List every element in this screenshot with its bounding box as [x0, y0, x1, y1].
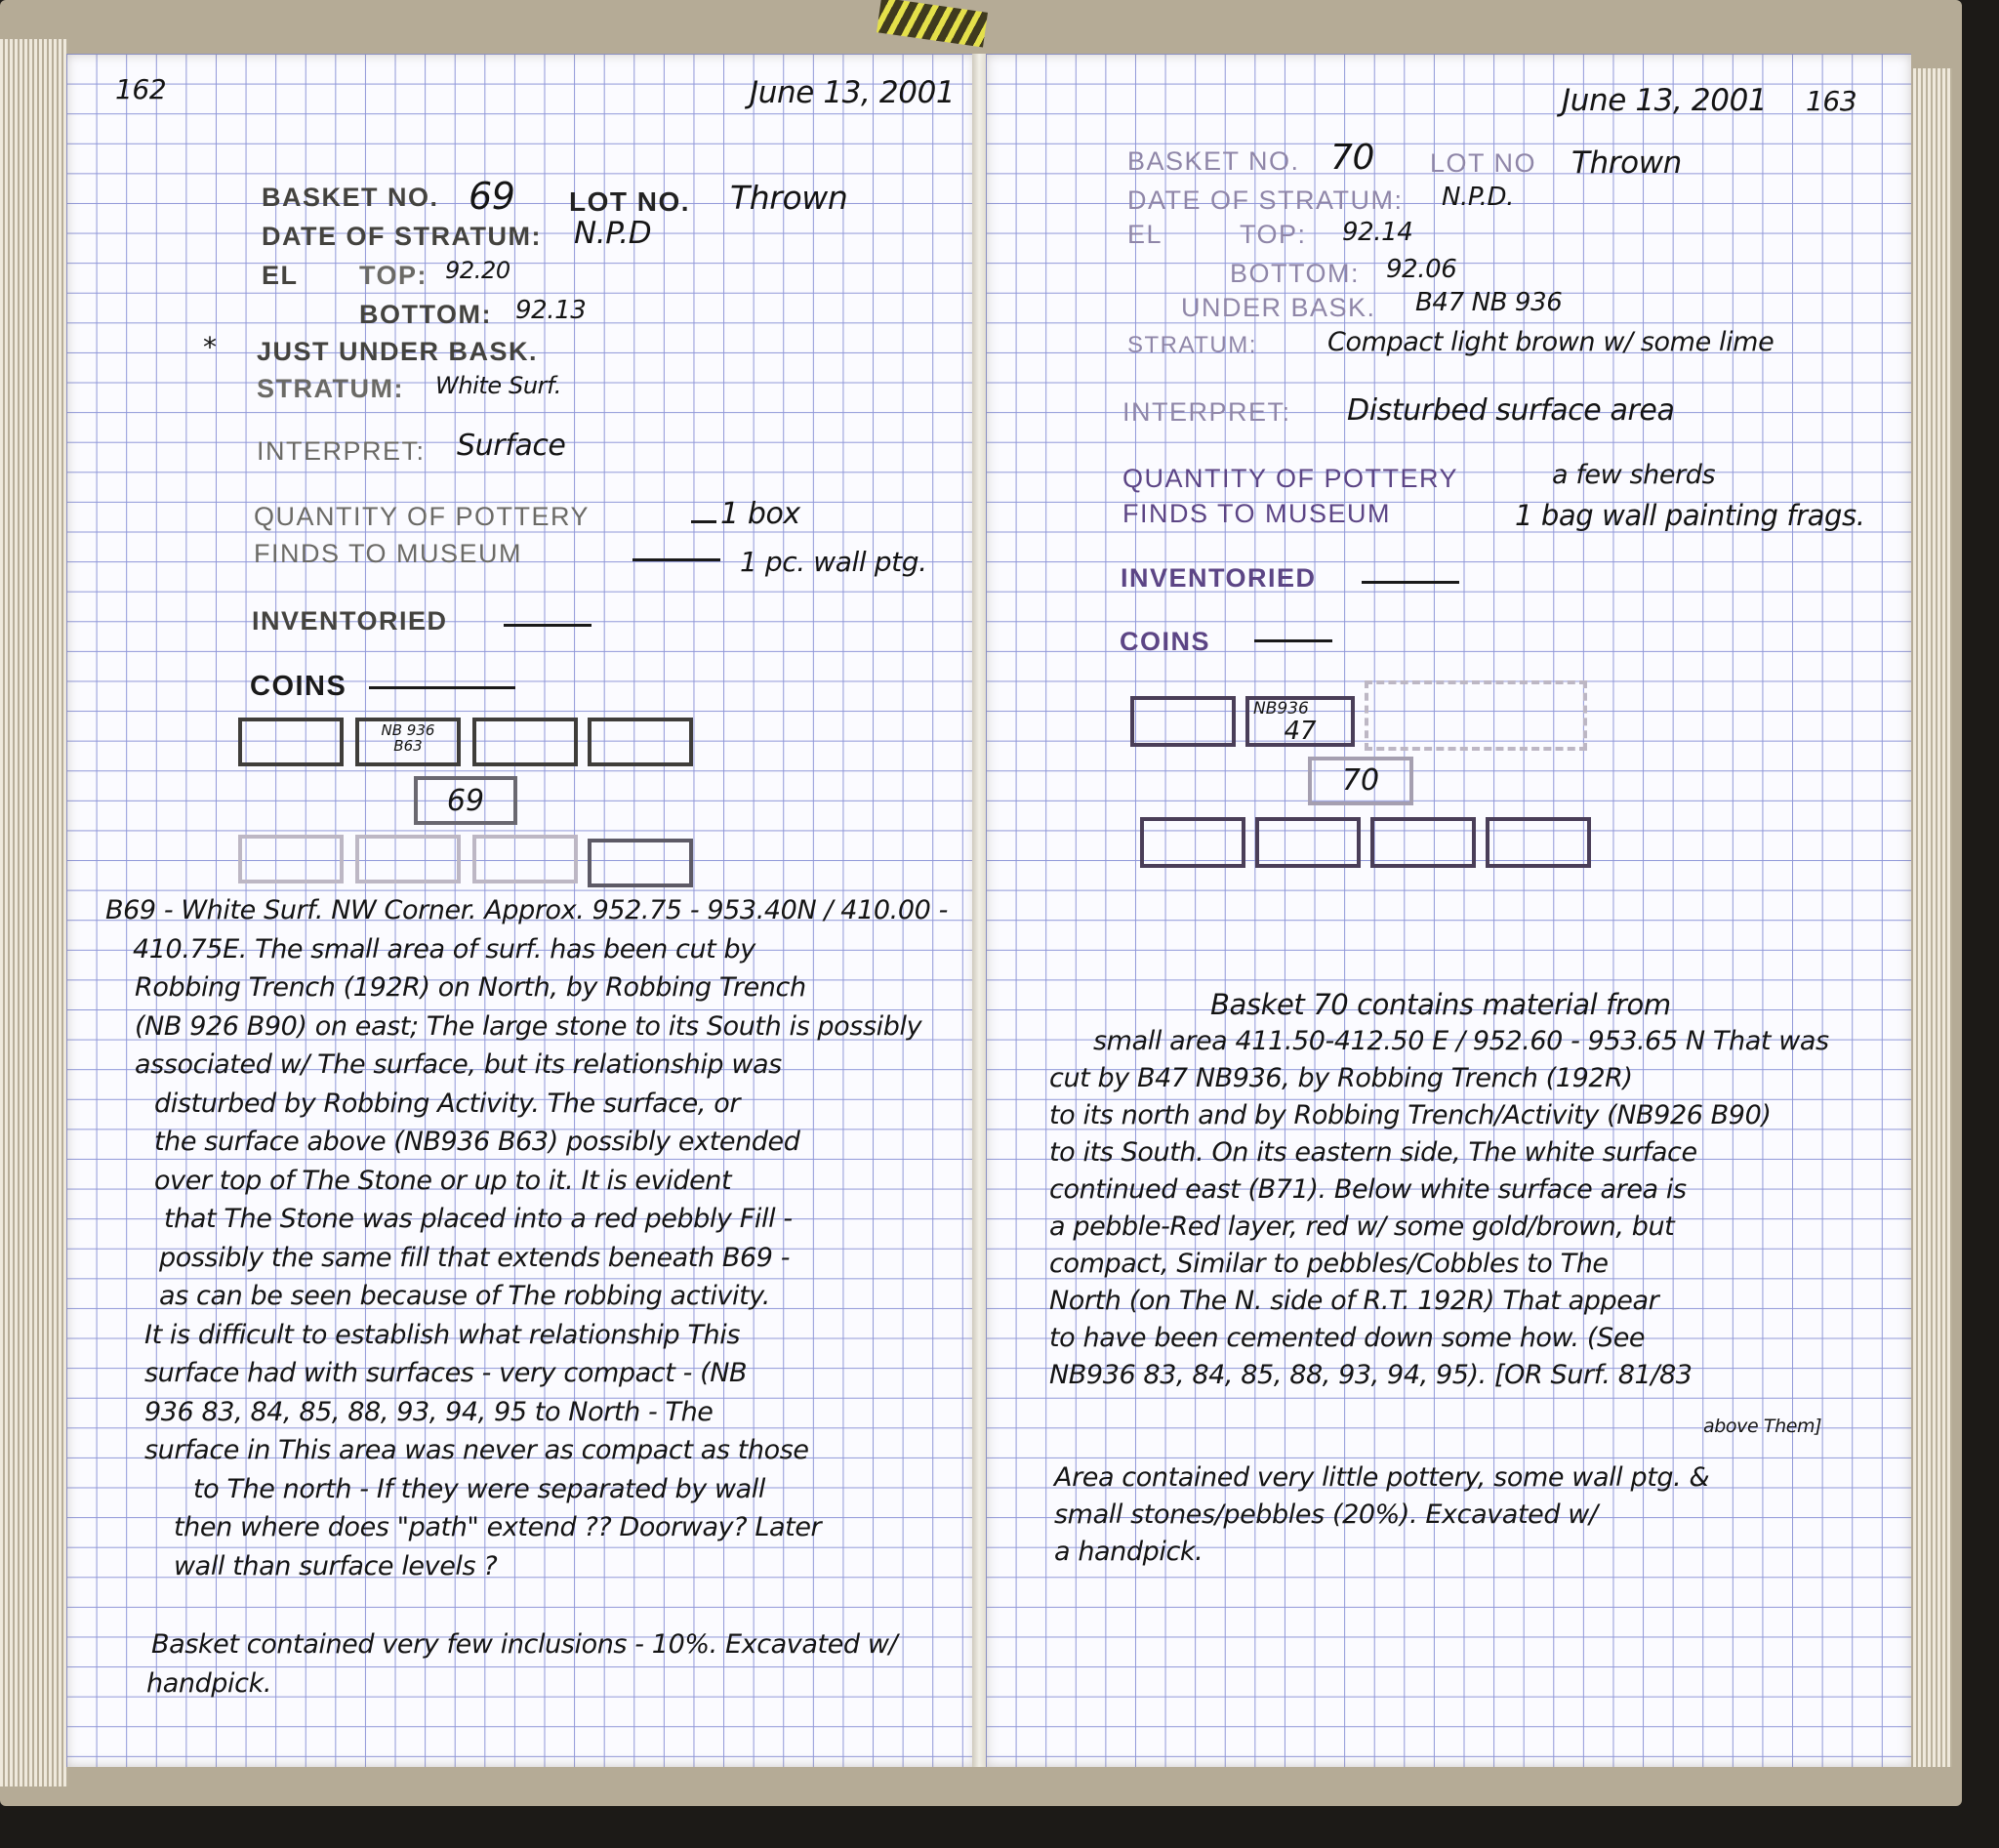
finds-dash — [632, 558, 720, 561]
star-mark: * — [203, 331, 217, 363]
note-line: small stones/pebbles (20%). Excavated w/ — [1054, 1499, 1598, 1530]
date-stratum-value: N.P.D — [574, 216, 652, 251]
note-line: over top of The Stone or up to it. It is evident — [154, 1165, 732, 1196]
note-line: cut by B47 NB936, by Robbing Trench (192R) — [1049, 1063, 1633, 1093]
pottery-dash — [691, 520, 716, 523]
bracket-note: above Them] — [1703, 1416, 1822, 1437]
locus-box-b: B63 — [393, 736, 423, 755]
locus-box — [588, 839, 693, 887]
note-line: to its South. On its eastern side, The white surface — [1049, 1137, 1697, 1168]
left-notes — [105, 891, 948, 1585]
page-edges-right — [1913, 68, 1952, 1767]
stratum-value: Compact light brown w/ some lime — [1327, 327, 1775, 357]
under-label: UNDER BASK. — [1181, 293, 1376, 322]
note-line: possibly the same fill that extends beneath B69 - — [159, 1242, 791, 1273]
finds-label: FINDS TO MUSEUM — [254, 539, 523, 568]
pottery-label: QUANTITY OF POTTERY — [1122, 464, 1459, 493]
coins-dash — [1254, 639, 1332, 642]
left-page — [66, 54, 976, 1767]
note-line: a handpick. — [1054, 1537, 1203, 1567]
date-stratum-label: DATE OF STRATUM: — [1127, 185, 1404, 215]
inventoried-label: INVENTORIED — [1121, 563, 1317, 593]
pottery-value: 1 box — [720, 497, 800, 531]
just-under-label: JUST UNDER BASK. — [257, 337, 539, 366]
note-line: North (on The N. side of R.T. 192R) That appear — [1049, 1286, 1659, 1316]
left-notes-2 — [146, 1625, 897, 1703]
top-value: 92.14 — [1342, 218, 1413, 247]
finds-label: FINDS TO MUSEUM — [1122, 499, 1392, 528]
lot-value: Thrown — [1571, 145, 1682, 181]
note-line: continued east (B71). Below white surface area is — [1049, 1174, 1687, 1205]
top-label: TOP: — [1240, 220, 1307, 249]
pottery-label: QUANTITY OF POTTERY — [254, 502, 591, 531]
note-line: Area contained very little pottery, some wall ptg. & — [1054, 1462, 1710, 1493]
right-notes-2 — [1054, 1459, 1709, 1571]
top-label: TOP: — [359, 261, 428, 290]
note-line: small area 411.50-412.50 E / 952.60 - 953.65 N That was — [1093, 1026, 1829, 1056]
locus-box-nb936 — [1245, 696, 1355, 747]
locus-center-box: 70 — [1308, 757, 1413, 805]
basket-label: BASKET NO. — [262, 183, 439, 212]
right-page-date: June 13, 2001 — [1562, 83, 1768, 118]
inventoried-dash — [1362, 581, 1459, 584]
note-line: compact, Similar to pebbles/Cobbles to The — [1049, 1249, 1609, 1279]
top-value: 92.20 — [445, 257, 510, 284]
basket-value: 69 — [469, 175, 515, 218]
finds-value: 1 pc. wall ptg. — [740, 546, 927, 578]
note-line: then where does "path" extend ?? Doorway? Later — [174, 1512, 822, 1542]
interpret-value: Disturbed surface area — [1347, 393, 1675, 428]
note-line: as can be seen because of The robbing activity. — [159, 1281, 770, 1311]
inventoried-dash — [504, 624, 592, 627]
basket-label: BASKET NO. — [1127, 146, 1300, 176]
lot-label: LOT NO — [1430, 148, 1537, 178]
locus-box — [1486, 817, 1591, 868]
locus-box — [1255, 817, 1361, 868]
coins-dash — [369, 686, 515, 689]
note-line: B69 - White Surf. NW Corner. Approx. 952.75 - 953.40N / 410.00 - — [105, 895, 948, 925]
stratum-value: White Surf. — [435, 372, 561, 399]
right-notes — [1025, 986, 1829, 1394]
stratum-label: STRATUM: — [257, 374, 404, 403]
interpret-value: Surface — [457, 429, 566, 463]
bottom-label: BOTTOM: — [1230, 259, 1361, 288]
locus-box-faint — [472, 835, 578, 883]
el-label: EL — [1127, 220, 1163, 249]
note-line: that The Stone was placed into a red pebbly Fill - — [164, 1204, 793, 1234]
left-page-date: June 13, 2001 — [750, 75, 956, 110]
bottom-label: BOTTOM: — [359, 300, 492, 329]
note-line: NB936 83, 84, 85, 88, 93, 94, 95). [OR Surf. 81/83 — [1049, 1360, 1693, 1390]
locus-box-nb: NB936 — [1253, 699, 1309, 719]
note-line: the surface above (NB936 B63) possibly extended — [154, 1127, 800, 1157]
el-label: EL — [262, 261, 299, 290]
finds-value: 1 bag wall painting frags. — [1515, 499, 1865, 532]
locus-box — [588, 718, 693, 766]
locus-box — [238, 718, 344, 766]
bottom-value: 92.13 — [515, 296, 587, 325]
note-line: Basket 70 contains material from — [1210, 988, 1671, 1021]
coins-label: COINS — [1120, 627, 1211, 656]
date-stratum-value: N.P.D. — [1442, 183, 1514, 212]
note-line: associated w/ The surface, but its relationship was — [135, 1049, 782, 1080]
inventoried-label: INVENTORIED — [252, 606, 448, 636]
bottom-value: 92.06 — [1386, 255, 1457, 284]
note-line: to its north and by Robbing Trench/Activity (NB926 B90) — [1049, 1100, 1772, 1130]
note-line: disturbed by Robbing Activity. The surface, or — [154, 1088, 741, 1119]
note-line: surface in This area was never as compact as those — [144, 1435, 809, 1465]
basket-value: 70 — [1330, 138, 1375, 178]
note-line: a pebble-Red layer, red w/ some gold/brown, but — [1049, 1211, 1675, 1242]
note-line: Basket contained very few inclusions - 10%. Excavated w/ — [151, 1629, 898, 1660]
interpret-label: INTERPRET: — [257, 436, 426, 466]
lot-value: Thrown — [730, 179, 848, 217]
right-page-number: 163 — [1806, 85, 1857, 117]
locus-center-box: 69 — [414, 776, 517, 825]
note-line: (NB 926 B90) on east; The large stone to its South is possibly — [135, 1010, 922, 1042]
locus-box-faint — [1365, 680, 1587, 751]
lot-label: LOT NO. — [569, 186, 691, 217]
locus-box-nb: NB 936 — [381, 721, 435, 739]
note-line: surface had with surfaces - very compact - (NB — [144, 1358, 748, 1388]
locus-box-faint — [355, 835, 461, 883]
coins-label: COINS — [250, 671, 347, 702]
note-line: 410.75E. The small area of surf. has been cut by — [133, 933, 755, 965]
note-line: to have been cemented down some how. (See — [1049, 1323, 1646, 1353]
stratum-label: STRATUM: — [1127, 332, 1257, 358]
note-line: to The north - If they were separated by wall — [193, 1473, 765, 1504]
right-page — [986, 54, 1911, 1767]
left-page-number: 162 — [115, 73, 167, 105]
interpret-label: INTERPRET: — [1122, 397, 1291, 427]
note-line: It is difficult to establish what relationship This — [144, 1319, 741, 1350]
locus-box — [472, 718, 578, 766]
pottery-value: a few sherds — [1552, 460, 1716, 490]
date-stratum-label: DATE OF STRATUM: — [262, 222, 542, 251]
under-value: B47 NB 936 — [1415, 288, 1563, 317]
locus-box-nb936 — [355, 718, 461, 766]
locus-box — [1370, 817, 1476, 868]
note-line: handpick. — [146, 1667, 272, 1699]
note-line: 936 83, 84, 85, 88, 93, 94, 95 to North - The — [144, 1396, 714, 1427]
page-edges-left — [0, 39, 68, 1786]
note-line: wall than surface levels ? — [174, 1550, 498, 1581]
locus-box — [1140, 817, 1245, 868]
note-line: Robbing Trench (192R) on North, by Robbing Trench — [135, 972, 806, 1003]
locus-box-b: 47 — [1284, 716, 1317, 746]
locus-box — [1130, 696, 1236, 747]
locus-box-faint — [238, 835, 344, 883]
